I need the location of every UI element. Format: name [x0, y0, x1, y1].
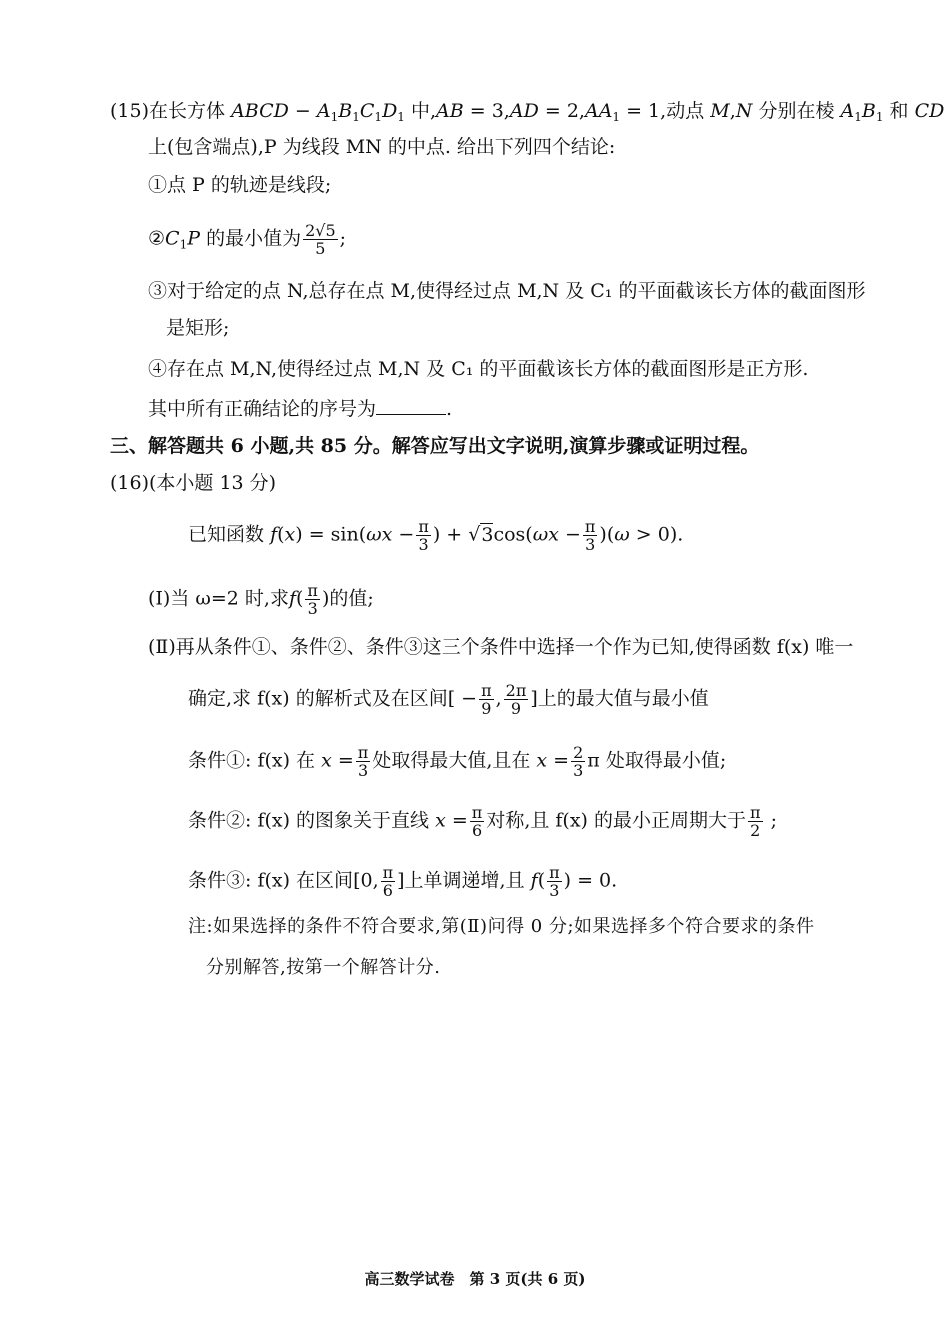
q15-conclusion-3: ③对于给定的点 N,总存在点 M,使得经过点 M,N 及 C₁ 的平面截该长方体的截面图形: [148, 280, 866, 302]
q16-header: (16)(本小题 13 分): [110, 472, 277, 494]
q15-conclusion-1: ①点 P 的轨迹是线段;: [148, 174, 332, 196]
q16-function-definition: 已知函数 f(x) = sin(ωx − $\frac{\pi}{3}$ ) + √3cos(ωx − $\frac{\pi}{3}$ )(ω > 0).: [188, 517, 684, 554]
q15-line2: 上(包含端点),P 为线段 MN 的中点. 给出下列四个结论:: [148, 136, 616, 158]
answer-blank: [376, 396, 446, 415]
q16-part-1: (Ⅰ)当 ω=2 时,求f( $\frac{\pi}{3}$ )的值;: [148, 581, 374, 618]
q16-condition-2: 条件②: f(x) 的图象关于直线 x = $\frac{\pi}{6}$ 对称,且 f(x) 的最小正周期大于 $\frac{\pi}{2}$ ;: [188, 803, 777, 840]
q15-line1: (15)在长方体 ABCD − $A_1B_1C_1D_1$ 中$,AB = 3,AD = 2,AA_1 = 1$,动点 M,N 分别在棱 $A_1B_1$ 和 CD: [110, 100, 945, 124]
q16-note-1: 注:如果选择的条件不符合要求,第(Ⅱ)问得 0 分;如果选择多个符合要求的条件: [188, 916, 815, 937]
q16-part-2b: 确定,求 f(x) 的解析式及在区间[ − $\frac{\pi}{9}$ , $\frac{2\pi}{9}$ ]上的最大值与最小值: [188, 681, 709, 718]
q15-conclusion-2: $②C_1P$ 的最小值为 $\frac{2√5}{5}$ ;: [148, 221, 347, 258]
q15-conclusion-3b: 是矩形;: [166, 317, 230, 339]
q16-note-2: 分别解答,按第一个解答计分.: [206, 957, 441, 978]
q16-condition-1: 条件①: f(x) 在 x = $\frac{\pi}{3}$ 处取得最大值,且在 x = $\frac{2}{3}$ π 处取得最小值;: [188, 743, 727, 780]
q16-part-2: (Ⅱ)再从条件①、条件②、条件③这三个条件中选择一个作为已知,使得函数 f(x) 唯一: [148, 636, 854, 658]
q16-condition-3: 条件③: f(x) 在区间[0, $\frac{\pi}{6}$ ]上单调递增,且 f( $\frac{\pi}{3}$ ) = 0.: [188, 863, 618, 900]
section-3-heading: 三、解答题共 6 小题,共 85 分。解答应写出文字说明,演算步骤或证明过程。: [110, 435, 760, 457]
q15-conclusion-4: ④存在点 M,N,使得经过点 M,N 及 C₁ 的平面截该长方体的截面图形是正方形.: [148, 358, 809, 380]
page-footer: 高三数学试卷 第 3 页(共 6 页): [364, 1270, 586, 1288]
q15-question: 其中所有正确结论的序号为 .: [148, 398, 453, 420]
